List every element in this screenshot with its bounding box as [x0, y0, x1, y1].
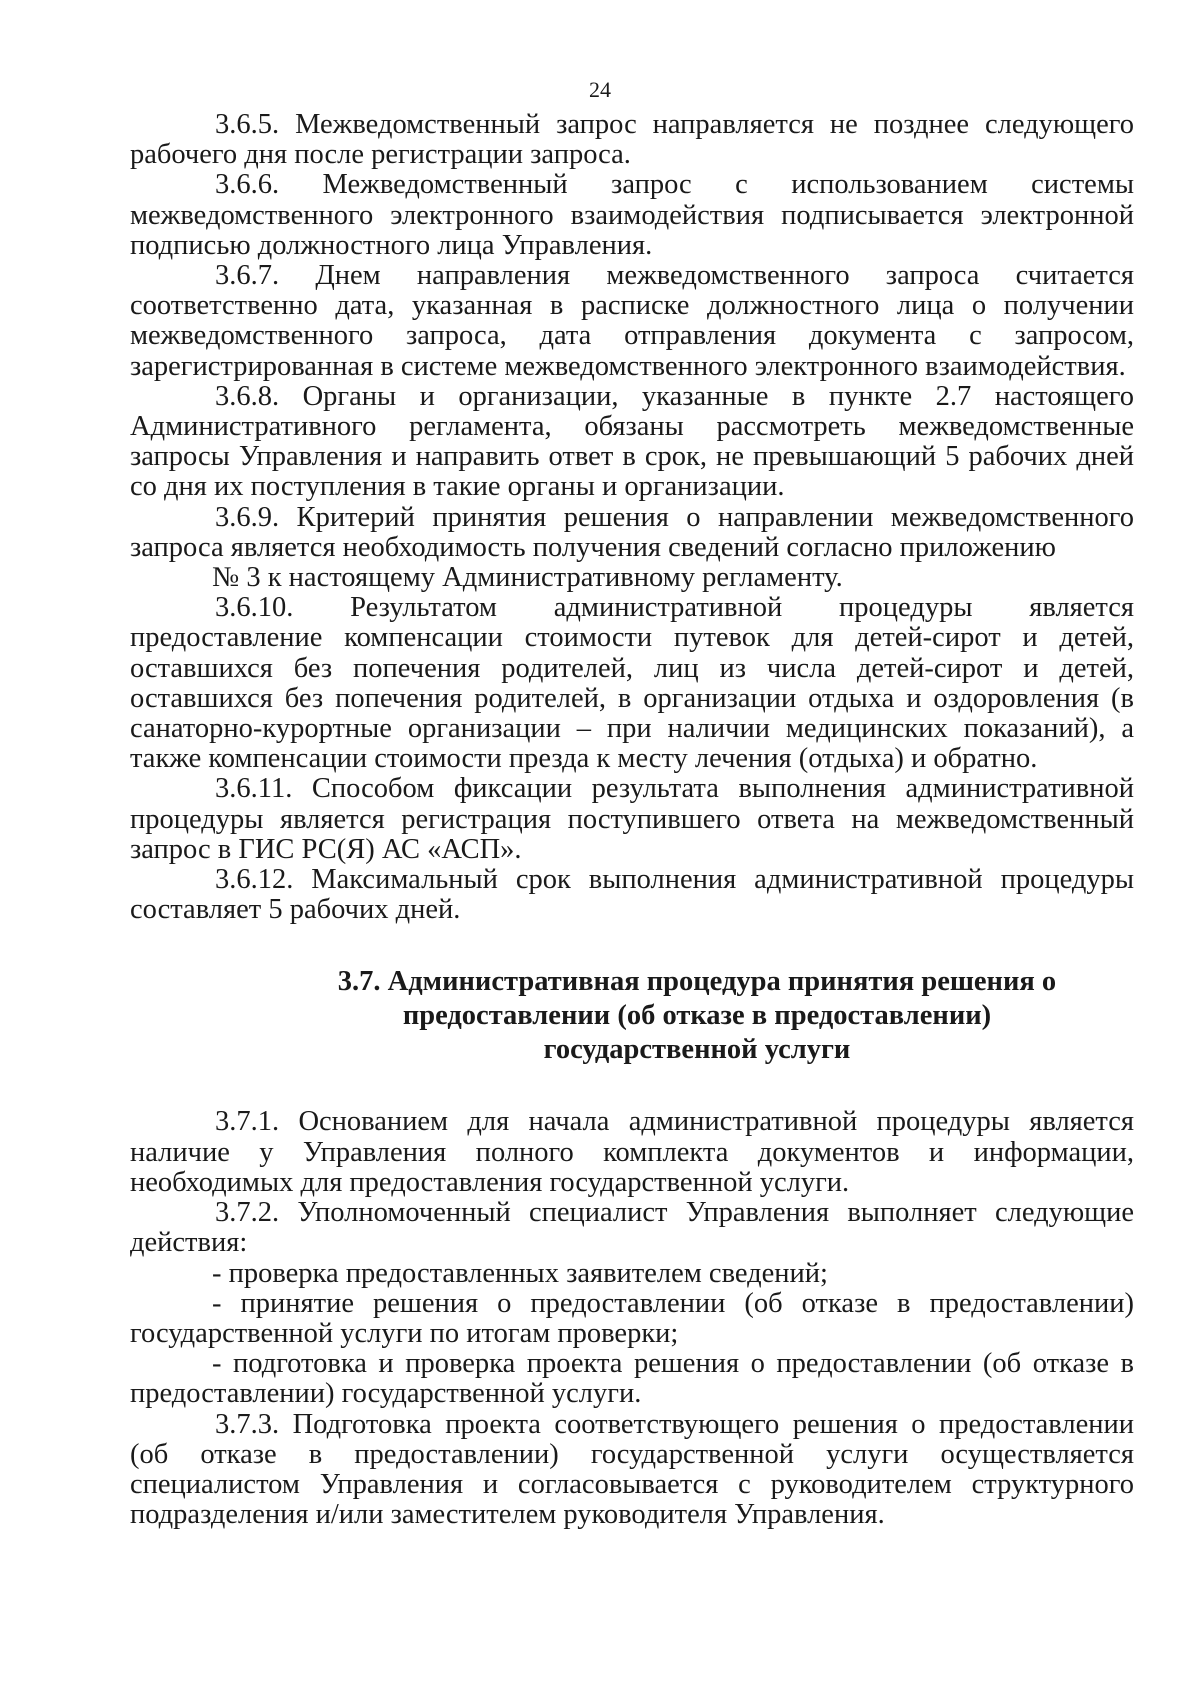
- list-item: - принятие решения о предоставлении (об отказе в предоставлении) государственной услуги по итогам проверки;: [130, 1287, 1134, 1349]
- paragraph-3-6-9-continuation: № 3 к настоящему Административному регламенту.: [212, 562, 843, 594]
- paragraph-3-6-5: 3.6.5. Межведомственный запрос направляется не позднее следующего рабочего дня после регистрации запроса.: [130, 109, 1134, 171]
- paragraph-3-7-2: 3.7.2. Уполномоченный специалист Управления выполняет следующие действия:: [130, 1197, 1134, 1259]
- list-item: - подготовка и проверка проекта решения о предоставлении (об отказе в предоставлении) государственной услуги.: [130, 1348, 1134, 1410]
- paragraph-3-6-8: 3.6.8. Органы и организации, указанные в пункте 2.7 настоящего Административного регламента, обязаны рассмотреть межведомственные запросы Управления и направить ответ в срок, не превышающий 5 рабочих дней со дня их поступления в такие органы и организации.: [130, 380, 1134, 503]
- paragraph-3-6-6: 3.6.6. Межведомственный запрос с использованием системы межведомственного электронного взаимодействия подписывается электронной подписью должностного лица Управления.: [130, 169, 1134, 261]
- paragraph-3-6-12: 3.6.12. Максимальный срок выполнения административной процедуры составляет 5 рабочих дней.: [130, 864, 1134, 926]
- paragraph-3-6-9: 3.6.9. Критерий принятия решения о направлении межведомственного запроса является необходимость получения сведений согласно приложению: [130, 501, 1134, 563]
- section-heading-line: предоставлении (об отказе в предоставлении): [402, 1000, 992, 1032]
- paragraph-3-6-11: 3.6.11. Способом фиксации результата выполнения административной процедуры является регистрация поступившего ответа на межведомственный запрос в ГИС РС(Я) АС «АСП».: [130, 773, 1134, 865]
- paragraph-3-6-7: 3.6.7. Днем направления межведомственного запроса считается соответственно дата, указанная в расписке должностного лица о получении межведомственного запроса, дата отправления документа с запросом, зарегистрированная в системе межведомственного электронного взаимодействия.: [130, 260, 1134, 382]
- paragraph-3-7-1: 3.7.1. Основанием для начала административной процедуры является наличие у Управления полного комплекта документов и информации, необходимых для предоставления государственной услуги.: [130, 1106, 1134, 1198]
- page-number: 24: [589, 77, 611, 102]
- paragraph-3-6-10: 3.6.10. Результатом административной процедуры является предоставление компенсации стоимости путевок для детей-сирот и детей, оставшихся без попечения родителей, лиц из числа детей-сирот и детей, оставшихся без попечения родителей, в организации отдыха и оздоровления (в санаторно-курортные организации – при наличии медицинских показаний), а также компенсации стоимости презда к месту лечения (отдыха) и обратно.: [130, 592, 1134, 775]
- document-body: [130, 110, 1134, 1530]
- list-item: - проверка предоставленных заявителем сведений;: [212, 1257, 828, 1289]
- section-heading-line: 3.7. Административная процедура принятия решения о: [337, 966, 1057, 998]
- paragraph-3-7-3: 3.7.3. Подготовка проекта соответствующего решения о предоставлении (об отказе в предоставлении) государственной услуги осуществляется специалистом Управления и согласовывается с руководителем структурного подразделения и/или заместителем руководителя Управления.: [130, 1408, 1134, 1531]
- section-heading-line: государственной услуги: [543, 1034, 851, 1066]
- section-heading-3-7: [130, 965, 1134, 1067]
